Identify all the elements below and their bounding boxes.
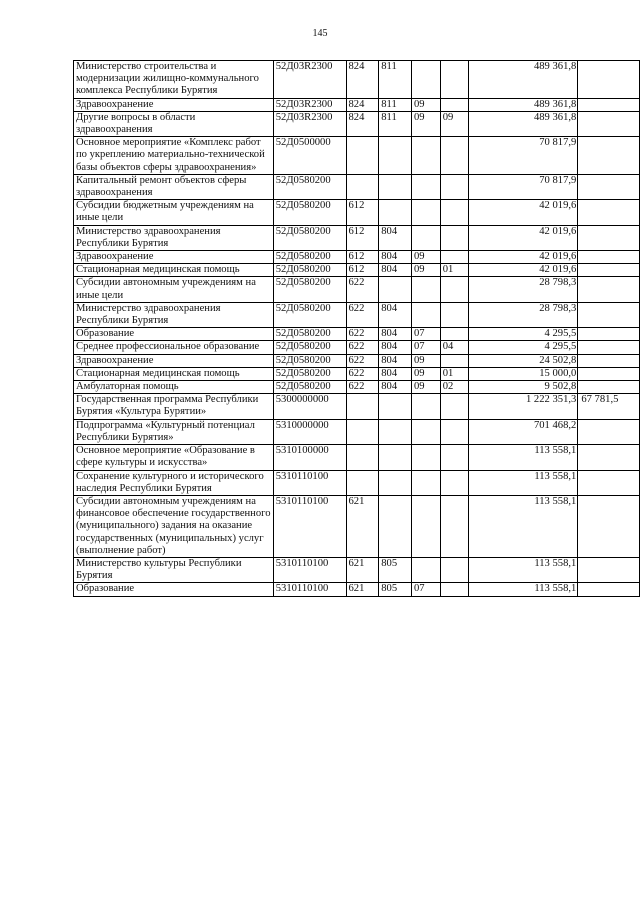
ministry-code: 811 [379,98,412,111]
target-article-code: 52Д0580200 [273,264,346,277]
expense-item-name: Сохранение культурного и исторического наследия Республики Бурятия [74,470,274,495]
extra-amount-value [578,341,640,354]
target-article-code: 52Д0580200 [273,200,346,225]
amount-value: 70 817,9 [469,174,578,199]
target-article-code: 52Д0580200 [273,302,346,327]
ministry-code: 804 [379,354,412,367]
amount-value: 28 798,3 [469,277,578,302]
subsection-code [440,302,469,327]
expense-type-code: 622 [346,328,379,341]
section-code [412,419,441,444]
ministry-code: 804 [379,367,412,380]
extra-amount-value [578,381,640,394]
amount-value: 28 798,3 [469,302,578,327]
section-code: 09 [412,264,441,277]
subsection-code [440,174,469,199]
subsection-code [440,419,469,444]
amount-value: 42 019,6 [469,264,578,277]
table-row [74,328,640,341]
expense-type-code [346,394,379,419]
expense-type-code: 622 [346,354,379,367]
section-code: 09 [412,367,441,380]
expense-item-name: Субсидии бюджетным учреждениям на иные цели [74,200,274,225]
subsection-code [440,251,469,264]
subsection-code [440,200,469,225]
target-article-code: 52Д0580200 [273,174,346,199]
target-article-code: 5310110100 [273,495,346,557]
amount-value: 1 222 351,3 [469,394,578,419]
target-article-code: 52Д03R2300 [273,111,346,136]
amount-value: 489 361,8 [469,111,578,136]
section-code [412,557,441,582]
expense-type-code [346,419,379,444]
amount-value: 113 558,1 [469,445,578,470]
table-row [74,174,640,199]
extra-amount-value [578,445,640,470]
expense-item-name: Другие вопросы в области здравоохранения [74,111,274,136]
target-article-code: 5310110100 [273,557,346,582]
expense-item-name: Основное мероприятие «Комплекс работ по укреплению материально-технической базы объектов сферы здравоохранения» [74,137,274,175]
expense-item-name: Министерство здравоохранения Республики Бурятия [74,302,274,327]
table-row [74,251,640,264]
expense-item-name: Министерство строительства и модернизации жилищно-коммунального комплекса Республики Бурятия [74,61,274,99]
expense-item-name: Образование [74,583,274,596]
expense-type-code: 824 [346,111,379,136]
table-row [74,111,640,136]
target-article-code: 52Д03R2300 [273,61,346,99]
page-number: 145 [312,28,328,39]
amount-value: 70 817,9 [469,137,578,175]
target-article-code: 5300000000 [273,394,346,419]
target-article-code: 52Д0580200 [273,277,346,302]
table-row [74,557,640,582]
target-article-code: 52Д0580200 [273,367,346,380]
subsection-code [440,495,469,557]
amount-value: 113 558,1 [469,495,578,557]
expense-type-code: 622 [346,367,379,380]
expense-type-code [346,470,379,495]
expense-item-name: Амбулаторная помощь [74,381,274,394]
amount-value: 42 019,6 [469,225,578,250]
section-code [412,225,441,250]
target-article-code: 52Д03R2300 [273,98,346,111]
ministry-code: 804 [379,341,412,354]
table-row [74,98,640,111]
target-article-code: 52Д0580200 [273,381,346,394]
extra-amount-value [578,495,640,557]
table-row [74,137,640,175]
table-row [74,61,640,99]
subsection-code: 09 [440,111,469,136]
extra-amount-value [578,583,640,596]
ministry-code: 805 [379,583,412,596]
table-row [74,277,640,302]
table-row [74,583,640,596]
subsection-code [440,137,469,175]
section-code: 09 [412,251,441,264]
expense-item-name: Основное мероприятие «Образование в сфере культуры и искусства» [74,445,274,470]
subsection-code [440,328,469,341]
section-code [412,61,441,99]
amount-value: 42 019,6 [469,251,578,264]
section-code: 09 [412,354,441,367]
expense-item-name: Государственная программа Республики Бурятия «Культура Бурятии» [74,394,274,419]
expense-type-code: 622 [346,277,379,302]
ministry-code: 805 [379,557,412,582]
subsection-code [440,354,469,367]
expense-item-name: Здравоохранение [74,354,274,367]
ministry-code: 804 [379,328,412,341]
expense-item-name: Субсидии автономным учреждениям на иные цели [74,277,274,302]
subsection-code [440,557,469,582]
ministry-code: 804 [379,225,412,250]
extra-amount-value [578,302,640,327]
subsection-code [440,394,469,419]
expense-type-code: 824 [346,61,379,99]
amount-value: 113 558,1 [469,583,578,596]
amount-value: 113 558,1 [469,470,578,495]
budget-table [73,60,640,597]
expense-item-name: Здравоохранение [74,98,274,111]
ministry-code: 804 [379,264,412,277]
extra-amount-value [578,251,640,264]
subsection-code [440,277,469,302]
subsection-code [440,445,469,470]
expense-item-name: Подпрограмма «Культурный потенциал Республики Бурятия» [74,419,274,444]
extra-amount-value [578,367,640,380]
amount-value: 4 295,5 [469,341,578,354]
ministry-code [379,394,412,419]
ministry-code [379,174,412,199]
section-code: 07 [412,341,441,354]
subsection-code: 01 [440,264,469,277]
subsection-code [440,61,469,99]
table-row [74,367,640,380]
extra-amount-value [578,419,640,444]
section-code [412,394,441,419]
expense-type-code: 612 [346,264,379,277]
ministry-code [379,200,412,225]
expense-type-code: 622 [346,302,379,327]
extra-amount-value [578,470,640,495]
ministry-code [379,445,412,470]
table-row [74,419,640,444]
ministry-code: 804 [379,381,412,394]
extra-amount-value [578,137,640,175]
table-row [74,381,640,394]
target-article-code: 5310110100 [273,583,346,596]
table-row [74,200,640,225]
extra-amount-value [578,98,640,111]
expense-type-code: 622 [346,341,379,354]
ministry-code: 811 [379,61,412,99]
expense-item-name: Субсидии автономным учреждениям на финансовое обеспечение государственного (муниципального) задания на оказание государственных (муниципальных) услуг (выполнение работ) [74,495,274,557]
amount-value: 4 295,5 [469,328,578,341]
target-article-code: 52Д0500000 [273,137,346,175]
expense-type-code [346,445,379,470]
table-row [74,394,640,419]
ministry-code: 804 [379,302,412,327]
expense-item-name: Министерство культуры Республики Бурятия [74,557,274,582]
extra-amount-value [578,200,640,225]
expense-type-code: 612 [346,251,379,264]
expense-item-name: Среднее профессиональное образование [74,341,274,354]
extra-amount-value [578,264,640,277]
section-code: 09 [412,98,441,111]
table-row [74,264,640,277]
section-code [412,200,441,225]
section-code [412,495,441,557]
extra-amount-value [578,111,640,136]
expense-type-code: 612 [346,225,379,250]
section-code: 09 [412,381,441,394]
amount-value: 113 558,1 [469,557,578,582]
amount-value: 24 502,8 [469,354,578,367]
subsection-code: 04 [440,341,469,354]
expense-type-code [346,137,379,175]
table-row [74,302,640,327]
target-article-code: 5310000000 [273,419,346,444]
expense-type-code: 622 [346,381,379,394]
amount-value: 489 361,8 [469,98,578,111]
subsection-code: 02 [440,381,469,394]
extra-amount-value [578,225,640,250]
amount-value: 42 019,6 [469,200,578,225]
section-code [412,470,441,495]
table-row [74,225,640,250]
target-article-code: 52Д0580200 [273,225,346,250]
expense-item-name: Стационарная медицинская помощь [74,264,274,277]
section-code [412,302,441,327]
amount-value: 701 468,2 [469,419,578,444]
expense-item-name: Здравоохранение [74,251,274,264]
extra-amount-value [578,354,640,367]
expense-item-name: Образование [74,328,274,341]
subsection-code [440,98,469,111]
ministry-code [379,419,412,444]
ministry-code [379,495,412,557]
table-row [74,470,640,495]
ministry-code [379,137,412,175]
table-row [74,341,640,354]
expense-item-name: Министерство здравоохранения Республики Бурятия [74,225,274,250]
target-article-code: 5310100000 [273,445,346,470]
ministry-code [379,470,412,495]
target-article-code: 52Д0580200 [273,328,346,341]
subsection-code [440,225,469,250]
extra-amount-value [578,557,640,582]
target-article-code: 5310110100 [273,470,346,495]
target-article-code: 52Д0580200 [273,251,346,264]
target-article-code: 52Д0580200 [273,354,346,367]
section-code [412,277,441,302]
section-code [412,445,441,470]
amount-value: 15 000,0 [469,367,578,380]
section-code [412,174,441,199]
section-code: 07 [412,583,441,596]
extra-amount-value: 67 781,5 [578,394,640,419]
section-code [412,137,441,175]
extra-amount-value [578,277,640,302]
expense-type-code: 621 [346,557,379,582]
subsection-code [440,470,469,495]
target-article-code: 52Д0580200 [273,341,346,354]
expense-type-code [346,174,379,199]
section-code: 07 [412,328,441,341]
extra-amount-value [578,61,640,99]
ministry-code: 811 [379,111,412,136]
ministry-code: 804 [379,251,412,264]
amount-value: 489 361,8 [469,61,578,99]
extra-amount-value [578,174,640,199]
amount-value: 9 502,8 [469,381,578,394]
expense-type-code: 621 [346,583,379,596]
expense-item-name: Капитальный ремонт объектов сферы здравоохранения [74,174,274,199]
budget-table-body [74,61,640,597]
ministry-code [379,277,412,302]
section-code: 09 [412,111,441,136]
table-row [74,354,640,367]
expense-type-code: 824 [346,98,379,111]
subsection-code: 01 [440,367,469,380]
expense-type-code: 612 [346,200,379,225]
expense-type-code: 621 [346,495,379,557]
subsection-code [440,583,469,596]
extra-amount-value [578,328,640,341]
table-row [74,445,640,470]
table-row [74,495,640,557]
expense-item-name: Стационарная медицинская помощь [74,367,274,380]
